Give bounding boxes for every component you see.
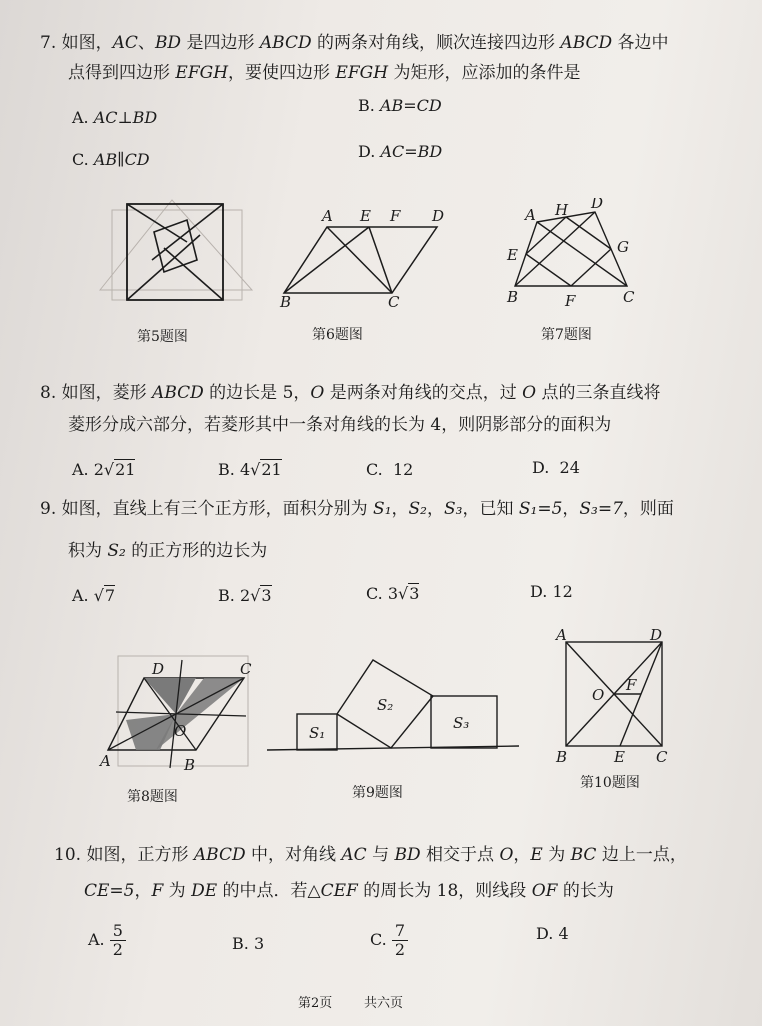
- q7-efgh: EFGH: [175, 63, 229, 83]
- fig7-label-c: C: [623, 288, 635, 306]
- q10-o: O: [499, 845, 514, 865]
- option-text: AB∥CD: [93, 150, 150, 169]
- option-label: A.: [72, 586, 89, 605]
- option-text: 4: [558, 924, 569, 943]
- q8-text: 如图，菱形: [61, 383, 153, 403]
- q10-option-c: [370, 922, 408, 959]
- option-label: A.: [72, 108, 89, 127]
- q10-text: 如图，正方形: [86, 845, 194, 865]
- option-text: 3: [253, 934, 265, 953]
- option-label: A.: [88, 930, 105, 949]
- q10-text: 边上一点，: [596, 845, 687, 865]
- figure-9: [265, 650, 523, 765]
- q8-number: 8.: [40, 383, 57, 403]
- option-label: B.: [218, 586, 235, 605]
- q10-f: F: [151, 881, 164, 901]
- caption-fig8: 第8题图: [127, 789, 178, 805]
- fig6-label-c: C: [388, 293, 400, 310]
- option-fraction: [110, 922, 126, 959]
- q10-e: E: [530, 845, 543, 865]
- q8-option-a: A. 2√21: [72, 460, 136, 479]
- option-label: A.: [72, 460, 89, 479]
- option-label: D.: [358, 142, 376, 161]
- q8-option-b: B. 4√21: [218, 460, 282, 479]
- q7-line1: [40, 28, 669, 58]
- option-text: 24: [559, 458, 580, 477]
- fig6-label-b: B: [280, 293, 292, 310]
- q10-text: 为: [163, 881, 192, 901]
- option-label: D.: [536, 924, 554, 943]
- q7-abcd: ABCD: [259, 33, 312, 53]
- q7-text: ，要使四边形: [228, 63, 336, 83]
- option-radicand: 3: [261, 586, 272, 605]
- fig7-label-b: B: [507, 288, 519, 306]
- q9-text: 如图，直线上有三个正方形，面积分别为: [61, 499, 374, 519]
- q9-option-c: C. 3√3: [366, 584, 420, 603]
- q7-option-a: [72, 108, 157, 127]
- q7-efgh: EFGH: [335, 63, 389, 83]
- q7-text: 的两条对角线，顺次连接四边形: [311, 33, 561, 53]
- fig7-label-e: E: [507, 246, 518, 264]
- footer-page-number: 第2页: [298, 996, 333, 1011]
- fig6-label-f: F: [390, 207, 401, 225]
- q7-bd: BD: [154, 33, 182, 53]
- q9-s2: S₂: [107, 541, 126, 561]
- q10-number: 10.: [54, 845, 82, 865]
- fig7-label-g: G: [617, 238, 629, 256]
- option-coef: 4: [239, 460, 251, 479]
- fig8-label-o: O: [174, 722, 187, 740]
- q8-line1: [40, 378, 661, 408]
- q10-text: ，: [134, 881, 152, 901]
- figure-7: [495, 198, 645, 313]
- option-label: C.: [72, 150, 89, 169]
- option-label: B.: [358, 96, 375, 115]
- q10-de: DE: [191, 881, 218, 901]
- q9-s3-eq: S₃=7: [579, 499, 623, 519]
- q9-text: ，: [391, 499, 409, 519]
- q7-sep: 、: [137, 33, 155, 53]
- q10-text: 的长为: [557, 881, 614, 901]
- q7-ac: AC: [112, 33, 138, 53]
- q9-s3: S₃: [443, 499, 463, 519]
- q7-abcd: ABCD: [560, 33, 613, 53]
- q8-text: 是两条对角线的交点，过: [324, 383, 523, 403]
- option-label: C.: [366, 584, 383, 603]
- fig8-label-a: A: [100, 752, 111, 770]
- fig6-label-d: D: [432, 207, 445, 225]
- fraction-denominator: 2: [112, 940, 123, 959]
- q9-text: ，则面: [622, 499, 674, 519]
- q7-option-b: [358, 96, 442, 115]
- q10-ce: CE=5: [84, 881, 135, 901]
- q7-text: 各边中: [612, 33, 669, 53]
- q10-text: 为: [542, 845, 571, 865]
- q9-text: 积为: [68, 541, 108, 561]
- q10-abcd: ABCD: [193, 845, 246, 865]
- q9-s2: S₂: [408, 499, 427, 519]
- q10-option-b: [232, 934, 264, 953]
- footer-total-pages: 共六页: [364, 996, 404, 1011]
- q8-text: 的边长是 5，: [203, 383, 311, 403]
- caption-fig7: 第7题图: [541, 327, 592, 343]
- option-text: AB=CD: [379, 96, 442, 115]
- q7-text: 如图，: [61, 33, 113, 53]
- q7-line2: [68, 58, 580, 88]
- q7-text: 为矩形，应添加的条件是: [388, 63, 581, 83]
- fig7-label-f: F: [565, 292, 576, 310]
- q10-text: 相交于点: [420, 845, 500, 865]
- q7-option-d: [358, 142, 442, 161]
- option-label: C.: [370, 930, 387, 949]
- q8-line2: 菱形分成六部分，若菱形其中一条对角线的长为 4，则阴影部分的面积为: [68, 415, 612, 435]
- fig8-label-b: B: [184, 756, 196, 774]
- option-radicand: 21: [115, 460, 136, 479]
- q10-option-a: [88, 922, 126, 959]
- fig7-label-d: D: [591, 198, 604, 212]
- option-coef: 2: [239, 586, 251, 605]
- fig10-label-c: C: [656, 748, 668, 766]
- q10-text: 中，对角线: [245, 845, 342, 865]
- q8-o: O: [522, 383, 537, 403]
- q10-text: 的中点．若△: [217, 881, 321, 901]
- option-text: 12: [392, 460, 414, 479]
- q9-s1-eq: S₁=5: [518, 499, 563, 519]
- q8-option-d: [532, 458, 580, 477]
- q10-option-d: [536, 924, 569, 943]
- fig10-label-e: E: [614, 748, 625, 766]
- q9-text: ，: [562, 499, 580, 519]
- q8-o: O: [310, 383, 325, 403]
- option-label: B.: [218, 460, 235, 479]
- q10-of: OF: [531, 881, 558, 901]
- q9-option-a: A. √7: [72, 586, 116, 605]
- q10-ac: AC: [341, 845, 367, 865]
- fig6-label-e: E: [360, 207, 371, 225]
- fig10-label-f: F: [626, 676, 637, 694]
- fig9-label-s1: S₁: [309, 724, 326, 742]
- option-label: D.: [532, 458, 550, 477]
- fig9-label-s3: S₃: [453, 714, 470, 732]
- q10-cef: CEF: [320, 881, 358, 901]
- fig10-label-b: B: [556, 748, 568, 766]
- caption-fig5: 第5题图: [137, 329, 188, 345]
- fig10-label-a: A: [556, 628, 567, 644]
- q10-text: ，: [513, 845, 531, 865]
- fig10-label-d: D: [650, 628, 663, 644]
- fig7-label-a: A: [525, 206, 536, 224]
- q9-option-b: B. 2√3: [218, 586, 272, 605]
- q9-text: ，: [426, 499, 444, 519]
- q9-text: 的正方形的边长为: [125, 541, 268, 561]
- option-radicand: 3: [409, 584, 420, 603]
- q7-text: 点得到四边形: [68, 63, 176, 83]
- q7-text: 是四边形: [181, 33, 260, 53]
- figure-8: [96, 650, 261, 775]
- option-radicand: 21: [261, 460, 282, 479]
- fig8-label-c: C: [240, 660, 252, 678]
- fraction-denominator: 2: [394, 940, 406, 959]
- q8-abcd: ABCD: [152, 383, 204, 403]
- q10-text: 与: [366, 845, 395, 865]
- fig8-label-d: D: [152, 660, 165, 678]
- caption-fig9: 第9题图: [352, 785, 403, 801]
- caption-fig6: 第6题图: [312, 327, 363, 343]
- option-text: AC=BD: [380, 142, 443, 161]
- option-text: AC⊥BD: [93, 108, 158, 127]
- figure-10: [552, 628, 678, 766]
- option-coef: 2: [93, 460, 104, 479]
- option-coef: 3: [387, 584, 399, 603]
- option-radicand: 7: [104, 586, 116, 605]
- q10-line1: [54, 840, 687, 870]
- option-label: D.: [530, 582, 548, 601]
- option-text: 12: [552, 582, 573, 601]
- fig7-label-h: H: [555, 201, 569, 219]
- q8-text: 点的三条直线将: [536, 383, 661, 403]
- option-label: B.: [232, 934, 249, 953]
- fig9-label-s2: S₂: [377, 696, 394, 714]
- option-fraction: [392, 922, 408, 959]
- fig10-label-o: O: [592, 686, 605, 704]
- q10-bd: BD: [394, 845, 421, 865]
- figure-6: [272, 205, 447, 310]
- q7-number: 7.: [40, 33, 57, 53]
- q9-number: 9.: [40, 499, 57, 519]
- q9-line1: [40, 494, 674, 524]
- q8-option-c: [366, 460, 413, 479]
- option-label: C.: [366, 460, 383, 479]
- caption-fig10: 第10题图: [580, 775, 640, 791]
- q10-line2: [84, 876, 614, 906]
- fraction-numerator: 5: [110, 922, 126, 941]
- q7-option-c: [72, 150, 150, 169]
- fig6-label-a: A: [322, 207, 333, 225]
- figure-5: [92, 190, 262, 310]
- fraction-numerator: 7: [392, 922, 408, 941]
- q9-s1: S₁: [373, 499, 392, 519]
- q9-line2: [68, 536, 267, 566]
- q10-text: 的周长为 18，则线段: [357, 881, 532, 901]
- q9-text: ，已知: [462, 499, 519, 519]
- q10-bc: BC: [570, 845, 597, 865]
- q9-option-d: [530, 582, 573, 601]
